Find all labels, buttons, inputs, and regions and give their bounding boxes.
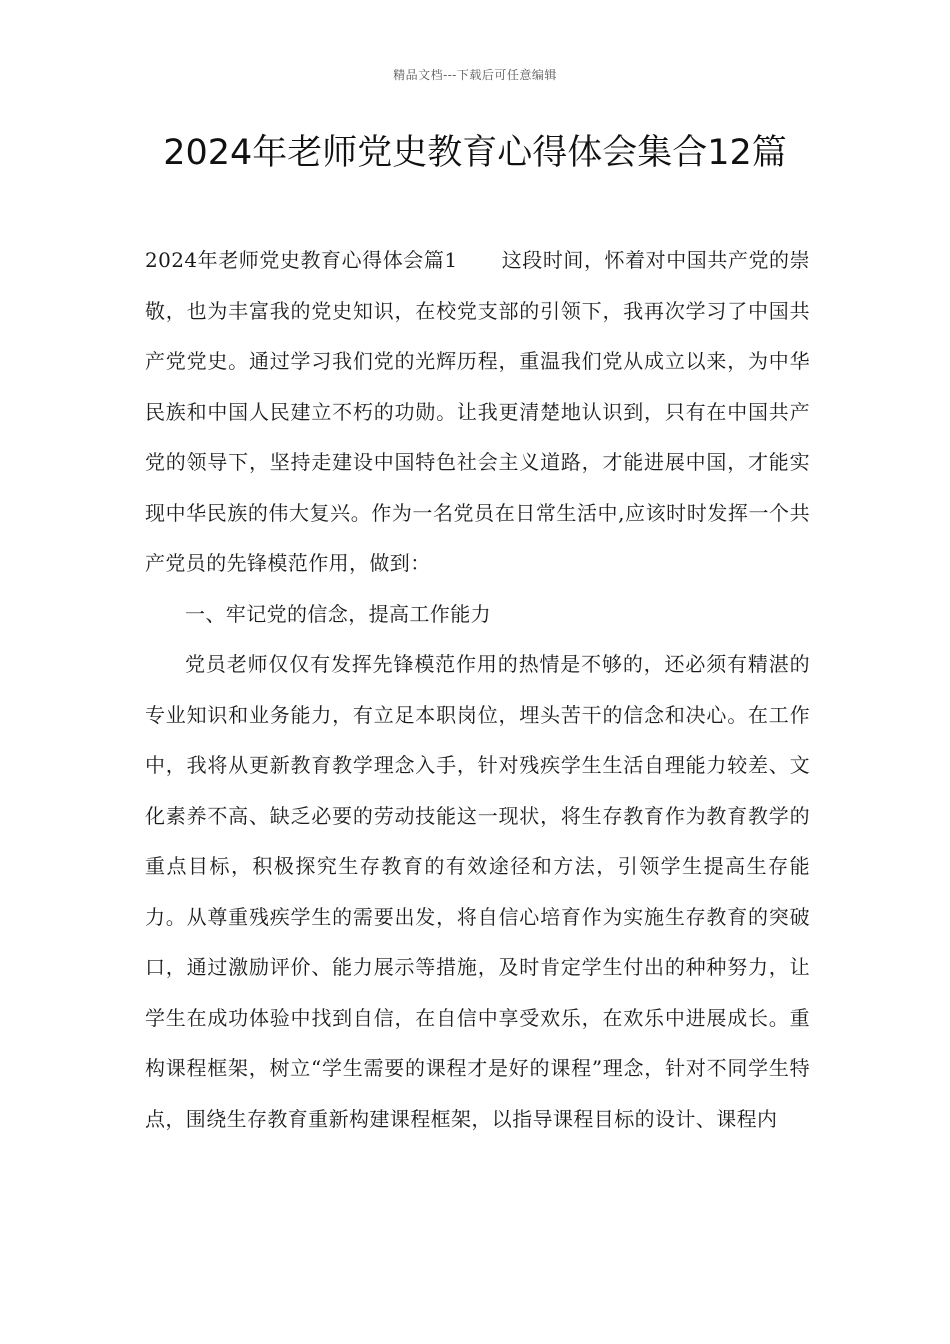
document-title: 2024年老师党史教育心得体会集合12篇 [163,133,787,173]
header-note: 精品文档---下载后可任意编辑 [393,68,557,82]
intro-paragraph [145,235,810,589]
point-one-paragraph: 党员老师仅仅有发挥先锋模范作用的热情是不够的，还必须有精湛的专业知识和业务能力，有立足本职岗位，埋头苦干的信念和决心。在工作中，我将从更新教育教学理念入手，针对残疾学生生活自理能力较差、文化素养不高、缺乏必要的劳动技能这一现状，将生存教育作为教育教学的重点目标，积极探究生存教育的有效途径和方法，引领学生提高生存能力。从尊重残疾学生的需要出发，将自信心培育作为实施生存教育的突破口，通过激励评价、能力展示等措施，及时肯定学生付出的种种努力，让学生在成功体验中找到自信，在自信中享受欢乐，在欢乐中进展成长。重构课程框架，树立“学生需要的课程才是好的课程”理念，针对不同学生特点，围绕生存教育重新构建课程框架，以指导课程目标的设计、课程内 [145,652,810,1131]
section-heading: 2024年老师党史教育心得体会篇1 [145,248,458,272]
document-body [145,235,810,1144]
intro-text: 这段时间，怀着对中国共产党的崇敬，也为丰富我的党史知识，在校党支部的引领下，我再次学习了中国共产党党史。通过学习我们党的光辉历程，重温我们党从成立以来，为中华民族和中国人民建立不朽的功勋。让我更清楚地认识到，只有在中国共产党的领导下，坚持走建设中国特色社会主义道路，才能进展中国，才能实现中华民族的伟大复兴。作为一名党员在日常生活中,应该时时发挥一个共产党员的先锋模范作用，做到： [145,248,810,575]
point-one-heading: 一、牢记党的信念，提高工作能力 [185,601,491,626]
